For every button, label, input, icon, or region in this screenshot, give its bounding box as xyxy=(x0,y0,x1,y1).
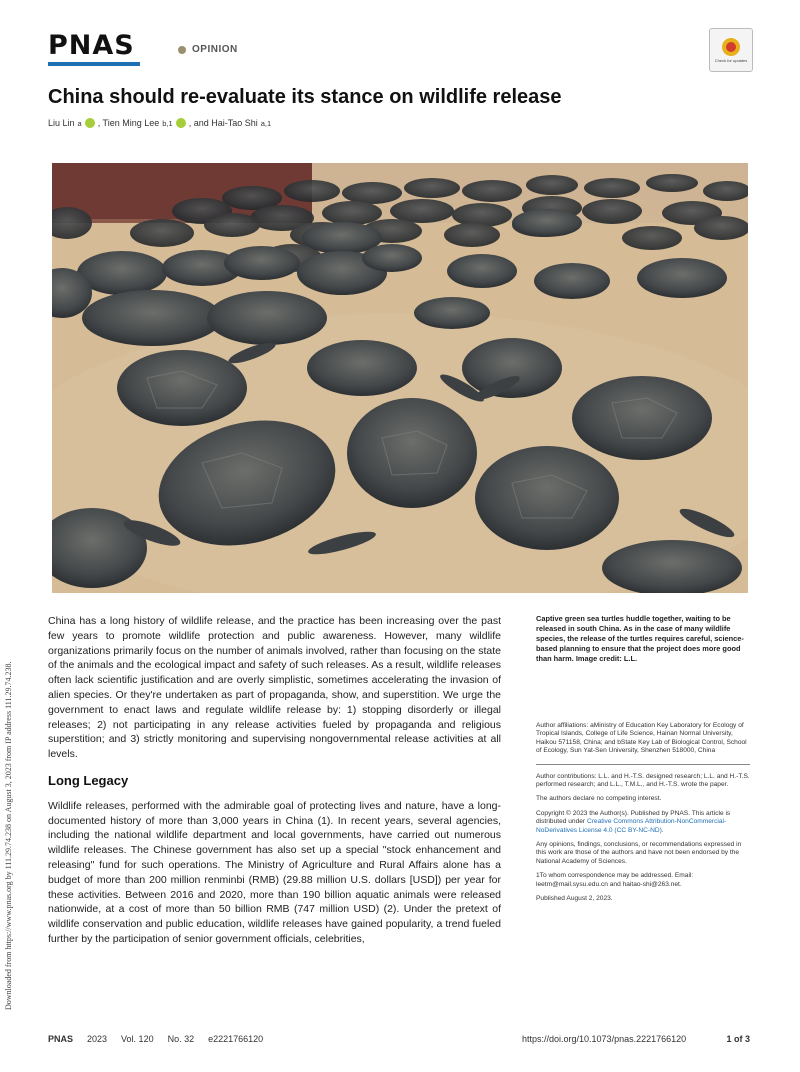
author-contributions: Author contributions: L.L. and H.-T.S. designed research; L.L. and H.-T.S. performed research; and L.L., T.M.L., and H.-T.S. wrote the paper. xyxy=(536,772,750,789)
author-name[interactable]: , and Hai-Tao Shi xyxy=(188,118,258,128)
side-column xyxy=(536,614,750,910)
section-dot-icon xyxy=(178,46,186,54)
page-footer xyxy=(48,1034,750,1048)
check-updates-text: Check for updates xyxy=(714,57,748,63)
footer-article-id: e2221766120 xyxy=(208,1034,264,1044)
footer-citation xyxy=(48,1034,263,1044)
crossmark-icon xyxy=(722,38,740,56)
article-title: China should re-evaluate its stance on wildlife release xyxy=(48,86,562,108)
author-affil-sup: a,1 xyxy=(260,118,272,128)
footer-number: No. 32 xyxy=(167,1034,195,1044)
journal-logo: PNAS xyxy=(48,30,135,61)
figure-caption: Captive green sea turtles huddle together, waiting to be released in south China. As in the case of many wildlife species, the release of the turtles requires careful, science-based planning to ensure that the project does more good than harm. Image credit: L.L. xyxy=(536,614,744,663)
logo-underline xyxy=(48,62,140,66)
footer-page-number: 1 of 3 xyxy=(726,1034,750,1044)
footer-volume: Vol. 120 xyxy=(121,1034,154,1044)
author-affil-sup: b,1 xyxy=(162,118,173,128)
published-date: Published August 2, 2023. xyxy=(536,895,613,903)
turtles-photo-illustration xyxy=(52,163,748,593)
body-paragraph: Wildlife releases, performed with the admirable goal of protecting lives and nature, have a long-documented history of more than 3,000 years in China (1). In recent years, several agencies, including the national wildlife department and local governments, have carried out numerous wildlife releases. The Chinese government has also set up a special "stock enhancement and releasing" fund for such operations. The Ministry of Agriculture and Rural Affairs alone has a budget of more than 200 million renminbi (RMB) (29.88 million U.S. dollars [USD]) per year for these activities. Between 2016 and 2020, more than 190 billion aquatic animals were released nationwide, at a cost of more than 50 billion RMB (747 million USD) (2). Under the pretext of wildlife conservation and public education, wildlife releases have gained popularity, a trend fueled further by the participation of senior government officials, celebrities, xyxy=(48,799,501,945)
license-link[interactable]: Creative Commons Attribution-NonCommercial-NoDerivatives License 4.0 (CC BY-NC-ND). xyxy=(536,818,727,834)
turtles-photo xyxy=(52,163,748,593)
author-name[interactable]: , Tien Ming Lee xyxy=(97,118,160,128)
footer-journal: PNAS xyxy=(48,1034,74,1044)
download-notice: Downloaded from https://www.pnas.org by 111.29.74.238 on August 3, 2023 from IP address 111.29.74.238. xyxy=(4,661,13,1010)
footer-doi-link[interactable]: https://doi.org/10.1073/pnas.2221766120 xyxy=(522,1034,687,1044)
divider xyxy=(536,764,750,765)
copyright-text: Copyright © 2023 the Author(s). Published by PNAS. This article is distributed under xyxy=(536,809,731,826)
body-paragraph: China has a long history of wildlife release, and the practice has been increasing over the past few years to promote wildlife protection and public awareness. However, many wildlife organizations primarily focus on the number of animals involved, rather than focusing on the state of the animals and the ecological impact and safety of such releases. As a result, wildlife releases often lack scientific justification and are overly simplistic, sometimes accelerating the invasion of alien species. Or they're undertaken as part of propaganda, show, and superstition. We urge the government to enact laws and regulate wildlife release by: 1) stopping disorderly or illegal releases; 2) not participating in any release activities fueled by propaganda and religious superstition; and 3) strictly monitoring and supervising nongovernmental release activities at all levels. xyxy=(48,615,501,761)
author-affil-sup: a xyxy=(77,118,82,128)
opinions-disclaimer: Any opinions, findings, conclusions, or recommendations expressed in this work are those of the authors and have not been endorsed by the National Academy of Sciences. xyxy=(536,841,742,865)
competing-interest: The authors declare no competing interest. xyxy=(536,795,662,803)
orcid-icon[interactable] xyxy=(85,118,95,128)
section-label xyxy=(178,44,238,55)
copyright-statement xyxy=(536,810,750,835)
section-label-text: OPINION xyxy=(192,44,238,55)
section-heading: Long Legacy xyxy=(48,772,129,788)
footer-year: 2023 xyxy=(87,1034,108,1044)
author-affiliations: Author affiliations: aMinistry of Education Key Laboratory for Ecology of Tropical Islands, College of Life Science, Hainan Normal University, Haikou 571158, China; and bState Key Lab of Biological Control, School of Ecology, Sun Yat-Sen University, Shenzhen 518000, China xyxy=(536,722,747,755)
main-text-column xyxy=(48,614,501,947)
author-line xyxy=(48,118,271,128)
orcid-icon[interactable] xyxy=(176,118,186,128)
correspondence: 1To whom correspondence may be addressed. Email: leetm@mail.sysu.edu.cn and haitao-shi@263.net. xyxy=(536,872,694,888)
check-for-updates-badge[interactable] xyxy=(709,28,753,72)
author-name[interactable]: Liu Lin xyxy=(48,118,75,128)
